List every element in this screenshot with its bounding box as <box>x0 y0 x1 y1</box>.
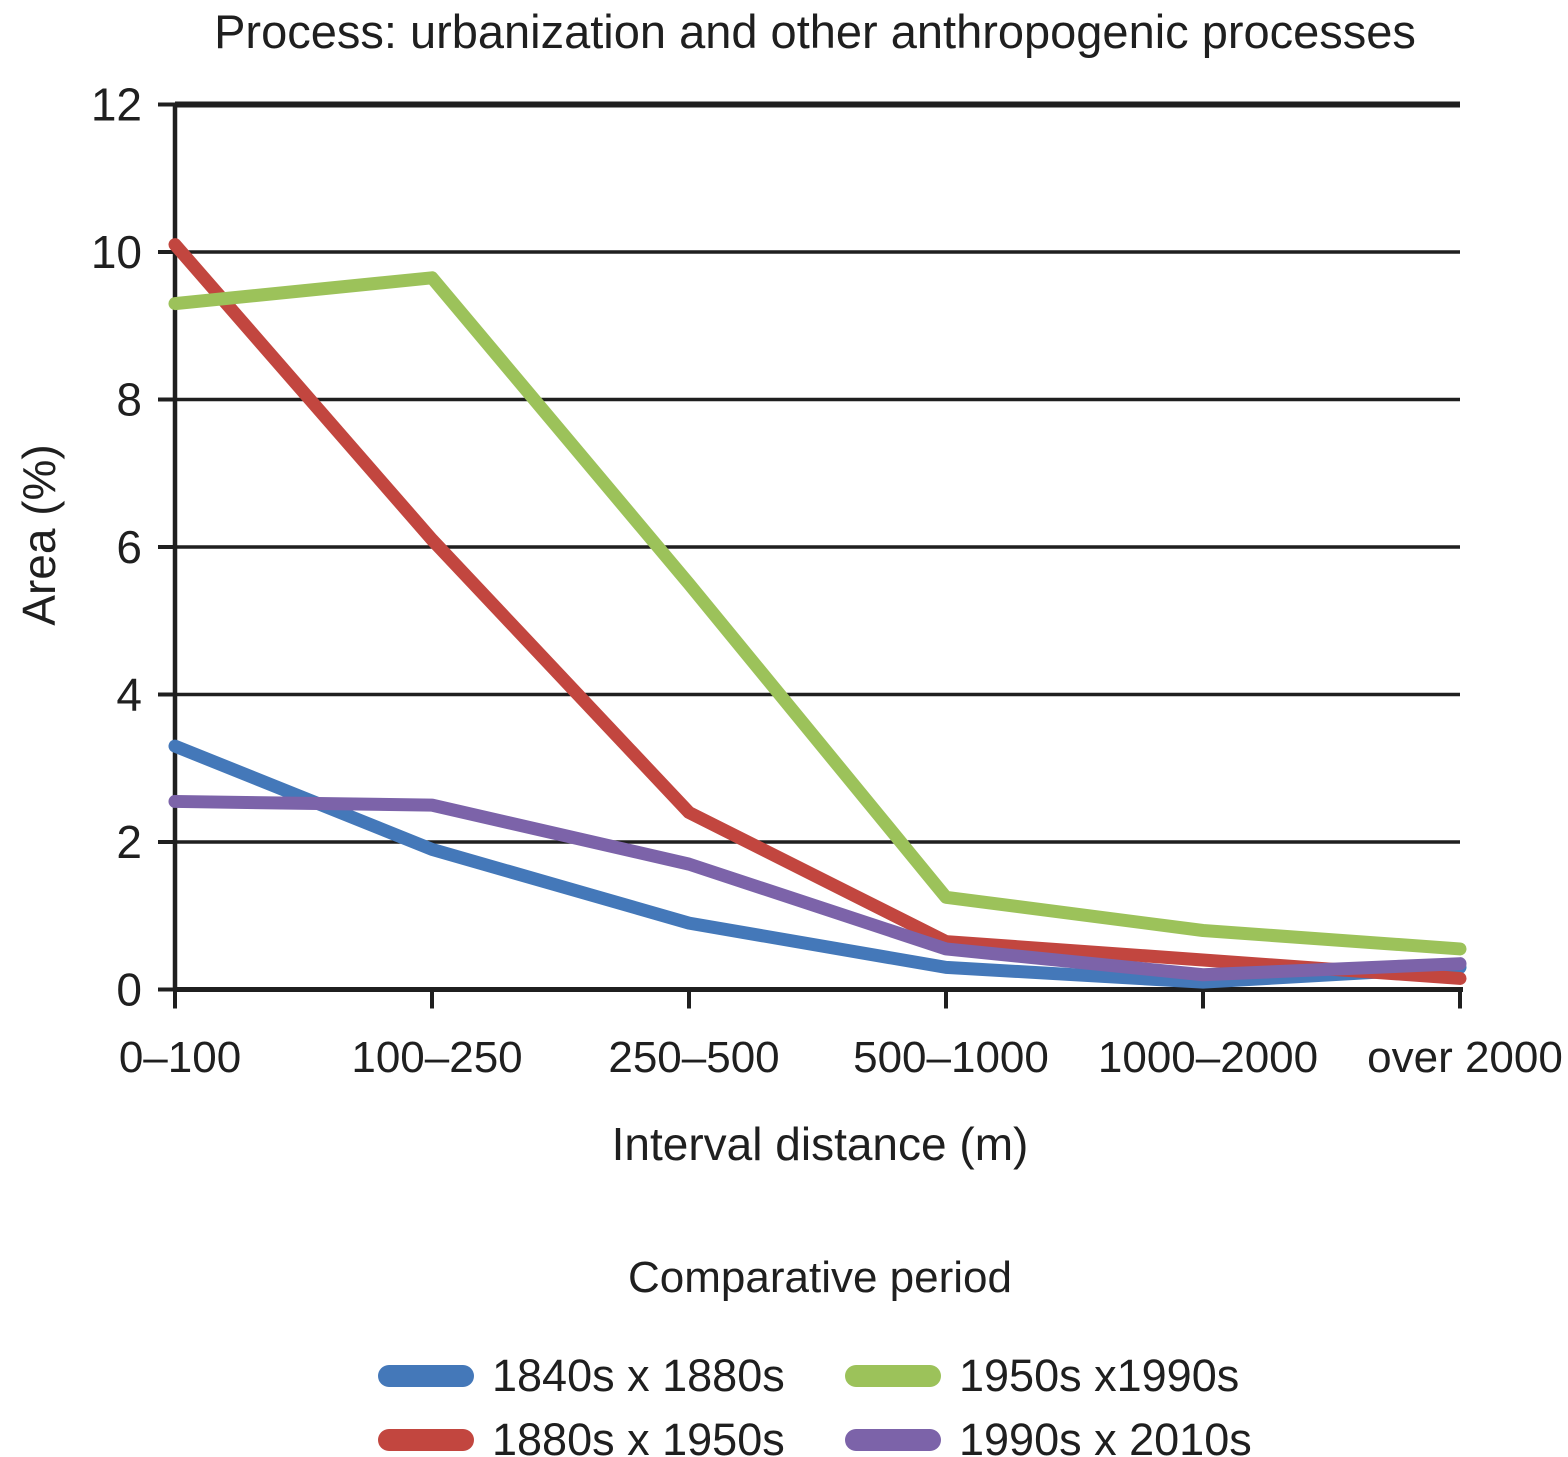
x-tick-label: 100–250 <box>351 1033 523 1082</box>
x-tick-label: 0–100 <box>118 1033 242 1082</box>
series-line-1950s-x1990s <box>175 278 1460 949</box>
x-tick-label: 500–1000 <box>853 1033 1049 1082</box>
x-tick-label: 1000–2000 <box>1097 1033 1319 1082</box>
series-lines <box>175 245 1460 983</box>
legend <box>378 1350 1252 1457</box>
legend-title: Comparative period <box>628 1253 1012 1302</box>
legend-item-1990s-x-2010s <box>845 1414 1252 1457</box>
legend-swatch <box>378 1365 474 1387</box>
chart-title: Process: urbanization and other anthropogenic processes <box>214 5 1416 58</box>
y-tick-label: 2 <box>116 816 142 868</box>
x-axis-label: Interval distance (m) <box>611 1118 1029 1170</box>
series-line-1880s-x-1950s <box>175 245 1460 979</box>
x-tick-label: 250–500 <box>608 1033 780 1082</box>
legend-label: 1840s x 1880s <box>492 1350 785 1401</box>
y-tick-label: 0 <box>116 963 142 1016</box>
legend-label: 1950s x1990s <box>959 1350 1240 1401</box>
y-tick-label: 4 <box>116 668 142 721</box>
legend-swatch <box>845 1365 941 1387</box>
legend-label: 1990s x 2010s <box>959 1414 1252 1457</box>
y-tick-label: 10 <box>90 226 142 278</box>
y-tick-label: 6 <box>116 521 142 573</box>
legend-swatch <box>845 1429 941 1451</box>
legend-item-1950s-x1990s <box>845 1350 1239 1401</box>
y-tick-label: 8 <box>116 373 142 426</box>
y-axis-label: Area (%) <box>13 444 65 626</box>
legend-label: 1880s x 1950s <box>492 1414 785 1457</box>
legend-item-1840s-x-1880s <box>378 1350 785 1401</box>
legend-item-1880s-x-1950s <box>378 1414 785 1457</box>
tick-labels <box>91 79 1563 1083</box>
y-tick-label: 12 <box>90 78 142 131</box>
series-line-1840s-x-1880s <box>175 746 1460 982</box>
legend-swatch <box>378 1429 474 1451</box>
x-tick-label: over 2000 <box>1367 1033 1563 1082</box>
